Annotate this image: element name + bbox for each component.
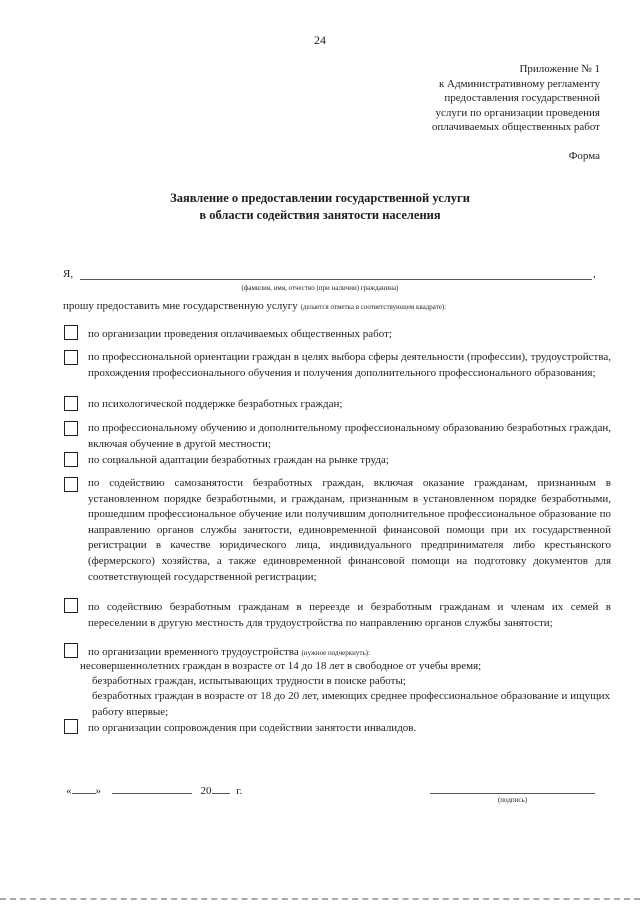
option-checkbox[interactable] — [64, 396, 78, 411]
title-line: в области содействия занятости населения — [199, 208, 441, 222]
annex-header — [360, 62, 600, 135]
day-blank[interactable] — [72, 783, 96, 794]
applicant-name-field[interactable] — [80, 279, 592, 280]
temp-employment-option[interactable]: безработных граждан в возрасте от 18 до 20 лет, имеющих среднее профессиональное образование и ищущих работу впервые; — [92, 690, 610, 718]
option-checkbox[interactable] — [64, 325, 78, 340]
form-label: Форма — [568, 150, 600, 162]
option-checkbox[interactable] — [64, 452, 78, 467]
annex-line: услуги по организации проведения — [435, 106, 600, 119]
year-prefix: 20 — [200, 785, 212, 797]
request-text: прошу предоставить мне государственную услугу — [63, 300, 298, 312]
option-label: по организации сопровождения при содействии занятости инвалидов. — [88, 722, 417, 734]
option-label: по содействию самозанятости безработных граждан, включая оказание гражданам, признанным в установленном порядке безработными, и гражданам, признанным в установленном порядке безработными, прошедшим профессиональное обучение или получившим дополнительное профессиональное образование по направлению органов службы занятости, единовременной финансовой помощи при их государственной регистрации в качестве юридического лица, индивидуального предпринимателя либо крестьянского (фермерского) хозяйства, а также единовременной финансовой помощи на подготовку документов для соответствующей государственной регистрации; — [88, 477, 611, 583]
option-checkbox[interactable] — [64, 350, 78, 365]
applicant-suffix: , — [593, 268, 596, 280]
option-label: по организации временного трудоустройства — [88, 646, 299, 658]
date-open-quote: « — [66, 785, 72, 797]
option-label: по профессиональному обучению и дополнительному профессиональному образованию безработных граждан, включая обучение в другой местности; — [88, 422, 611, 450]
page-number: 24 — [314, 33, 326, 47]
year-blank[interactable] — [212, 783, 230, 794]
request-line — [63, 300, 446, 312]
applicant-prefix: Я, — [63, 268, 74, 280]
signature-field[interactable] — [430, 793, 595, 794]
option-checkbox[interactable] — [64, 643, 78, 658]
date-close-quote: » — [95, 785, 101, 797]
temp-employment-option[interactable]: несовершеннолетних граждан в возрасте от 14 до 18 лет в свободное от учебы время; — [80, 660, 482, 672]
annex-title: Приложение № 1 — [519, 63, 600, 75]
option-label: по социальной адаптации безработных граждан на рынке труда; — [88, 454, 389, 466]
option-checkbox[interactable] — [64, 598, 78, 613]
date-field — [66, 783, 242, 797]
option-checkbox[interactable] — [64, 477, 78, 492]
request-hint: (делается отметка в соответствующем квадрате): — [300, 303, 447, 311]
year-suffix: г. — [236, 785, 243, 797]
annex-line: предоставления государственной — [444, 92, 600, 104]
option-checkbox[interactable] — [64, 421, 78, 436]
option-checkbox[interactable] — [64, 719, 78, 734]
document-title — [0, 190, 640, 224]
page-edge-divider — [0, 898, 640, 900]
option-label: по содействию безработным гражданам в переезде и безработным гражданам и членам их семей в переселении в другую местность для трудоустройства по направлению органов службы занятости; — [88, 601, 611, 629]
annex-line: к Административному регламенту — [438, 77, 600, 90]
option-label: по организации проведения оплачиваемых общественных работ; — [88, 328, 392, 340]
annex-line: оплачиваемых общественных работ — [431, 121, 600, 133]
title-line: Заявление о предоставлении государственной услуги — [170, 191, 470, 205]
option-label: по психологической поддержке безработных граждан; — [88, 398, 343, 410]
applicant-name-hint: (фамилия, имя, отчество (при наличии) гражданина) — [241, 284, 399, 292]
option-label: по профессиональной ориентации граждан в целях выбора сферы деятельности (профессии), трудоустройства, прохождения профессионального обучения и получения дополнительного профессионального образования; — [88, 351, 611, 379]
temp-employment-option[interactable]: безработных граждан, испытывающих трудности в поиске работы; — [92, 675, 406, 687]
temp-employment-hint: (нужное подчеркнуть): — [301, 649, 370, 657]
month-blank[interactable] — [112, 783, 192, 794]
signature-hint: (подпись) — [497, 796, 528, 804]
